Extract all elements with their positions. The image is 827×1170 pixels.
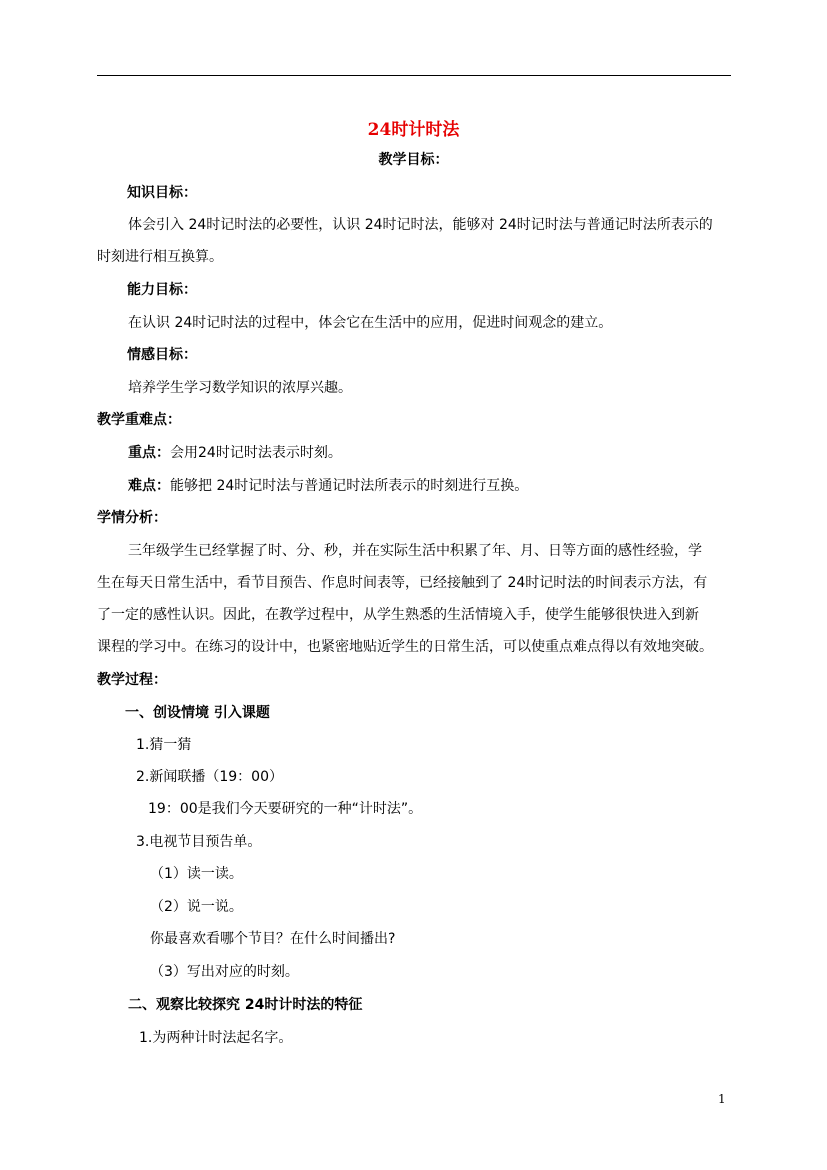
page-title: 24时计时法 xyxy=(367,120,460,140)
difficult-point xyxy=(128,478,528,494)
sub-item2: （2）说一说。 xyxy=(150,899,243,915)
section2-item1: 1.为两种计时法起名字。 xyxy=(139,1030,293,1046)
objectives-heading: 教学目标： xyxy=(378,152,449,168)
difficult-text: 能够把 24时记时法与普通记时法所表示的时刻进行互换。 xyxy=(170,478,529,494)
header-rule xyxy=(97,75,731,76)
emotion-text: 培养学生学习数学知识的浓厚兴趣。 xyxy=(128,380,352,396)
key-point xyxy=(128,445,342,461)
section2-heading: 二、观察比较探究 24时计时法的特征 xyxy=(128,997,363,1013)
ability-label: 能力目标： xyxy=(127,282,197,298)
key-difficult-heading: 教学重难点： xyxy=(97,412,181,428)
knowledge-text-line2: 时刻进行相互换算。 xyxy=(97,249,223,265)
knowledge-label: 知识目标： xyxy=(127,185,197,201)
section1-heading: 一、创设情境 引入课题 xyxy=(125,705,270,721)
analysis-line2: 生在每天日常生活中，看节目预告、作息时间表等，已经接触到了 24时记时法的时间表示方法，有 xyxy=(97,575,708,591)
item3: 3.电视节目预告单。 xyxy=(136,834,262,850)
analysis-line4: 课程的学习中。在练习的设计中，也紧密地贴近学生的日常生活，可以使重点难点得以有效地突破。 xyxy=(97,639,713,655)
sub-item1: （1）读一读。 xyxy=(150,866,243,882)
key-label: 重点： xyxy=(128,445,170,461)
item1: 1.猜一猜 xyxy=(136,737,192,753)
process-heading: 教学过程： xyxy=(97,672,167,688)
item2: 2.新闻联播（19：00） xyxy=(136,769,283,785)
item2-note: 19：00是我们今天要研究的一种“计时法”。 xyxy=(148,801,423,817)
ability-text: 在认识 24时记时法的过程中，体会它在生活中的应用，促进时间观念的建立。 xyxy=(128,315,613,331)
analysis-line3: 了一定的感性认识。因此，在教学过程中，从学生熟悉的生活情境入手，使学生能够很快进入到新 xyxy=(97,607,699,623)
sub-item3: （3）写出对应的时刻。 xyxy=(150,964,299,980)
analysis-heading: 学情分析： xyxy=(97,510,167,526)
difficult-label: 难点： xyxy=(128,478,170,494)
sub-item2-question: 你最喜欢看哪个节目？在什么时间播出? xyxy=(150,931,396,947)
emotion-label: 情感目标： xyxy=(127,347,197,363)
key-text: 会用24时记时法表示时刻。 xyxy=(170,445,342,461)
analysis-line1: 三年级学生已经掌握了时、分、秒，并在实际生活中积累了年、月、日等方面的感性经验，学 xyxy=(128,543,702,559)
page-number: 1 xyxy=(718,1092,726,1106)
knowledge-text-line1: 体会引入 24时记时法的必要性，认识 24时记时法，能够对 24时记时法与普通记时法所表示的 xyxy=(128,217,713,233)
